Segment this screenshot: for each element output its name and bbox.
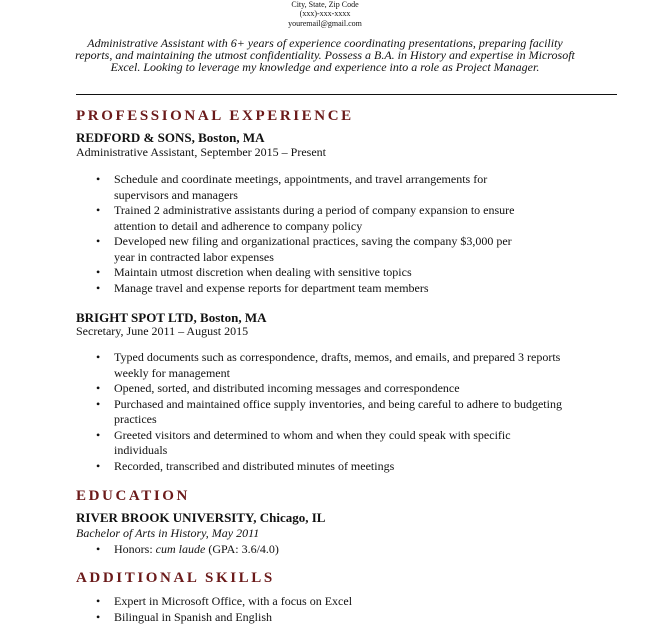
job-bullet: • Purchased and maintained office supply inventories, and being careful to adhere to budgeting practices: [96, 397, 566, 428]
education-school: RIVER BROOK UNIVERSITY, Chicago, IL: [76, 510, 326, 525]
honors-value: cum laude: [155, 542, 206, 556]
job-bullets: [96, 350, 566, 474]
job-bullet: • Recorded, transcribed and distributed minutes of meetings: [96, 459, 566, 475]
skill-item: • Expert in Microsoft Office, with a focus on Excel: [96, 594, 576, 610]
job-bullet: • Maintain utmost discretion when dealing with sensitive topics: [96, 265, 516, 281]
skills-section-title: ADDITIONAL SKILLS: [76, 570, 275, 586]
job-bullets: [96, 172, 516, 296]
header-divider: [76, 94, 617, 95]
contact-address: City, State, Zip Code: [291, 0, 359, 9]
professional-summary: Administrative Assistant with 6+ years of experience coordinating presentations, preparing facility reports, and maintaining the utmost confidentiality. Possess a B.A. in History and expertise in Microsoft Excel. Looking to leverage my knowledge and experience into a role as Project Manager.: [75, 36, 575, 74]
skills-bullets: [96, 594, 576, 625]
job-role: Secretary, June 2011 – August 2015: [76, 324, 249, 338]
job-company: REDFORD & SONS, Boston, MA: [76, 130, 265, 145]
skill-item: • Bilingual in Spanish and English: [96, 610, 576, 626]
job-bullet: • Schedule and coordinate meetings, appointments, and travel arrangements for supervisors and managers: [96, 172, 516, 203]
job-bullet: • Developed new filing and organizational practices, saving the company $3,000 per year in contracted labor expenses: [96, 234, 516, 265]
education-section-title: EDUCATION: [76, 488, 190, 504]
honors-gpa: (GPA: 3.6/4.0): [205, 542, 279, 556]
education-bullets: [96, 542, 576, 558]
education-degree: Bachelor of Arts in History, May 2011: [76, 526, 260, 540]
job-bullet: • Opened, sorted, and distributed incoming messages and correspondence: [96, 381, 566, 397]
job-bullet: • Manage travel and expense reports for department team members: [96, 281, 516, 297]
education-honors: [96, 542, 576, 558]
job-bullet: • Typed documents such as correspondence, drafts, memos, and emails, and prepared 3 reports weekly for management: [96, 350, 566, 381]
honors-label: Honors:: [114, 542, 156, 556]
job-bullet: • Trained 2 administrative assistants during a period of company expansion to ensure attention to detail and adherence to company policy: [96, 203, 516, 234]
job-company: BRIGHT SPOT LTD, Boston, MA: [76, 310, 267, 325]
contact-email: youremail@gmail.com: [288, 19, 362, 28]
experience-section-title: PROFESSIONAL EXPERIENCE: [76, 108, 354, 124]
job-bullet: • Greeted visitors and determined to whom and when they could speak with specific individuals: [96, 428, 566, 459]
contact-phone: (xxx)-xxx-xxxx: [299, 9, 351, 18]
job-role: Administrative Assistant, September 2015 – Present: [76, 145, 326, 159]
